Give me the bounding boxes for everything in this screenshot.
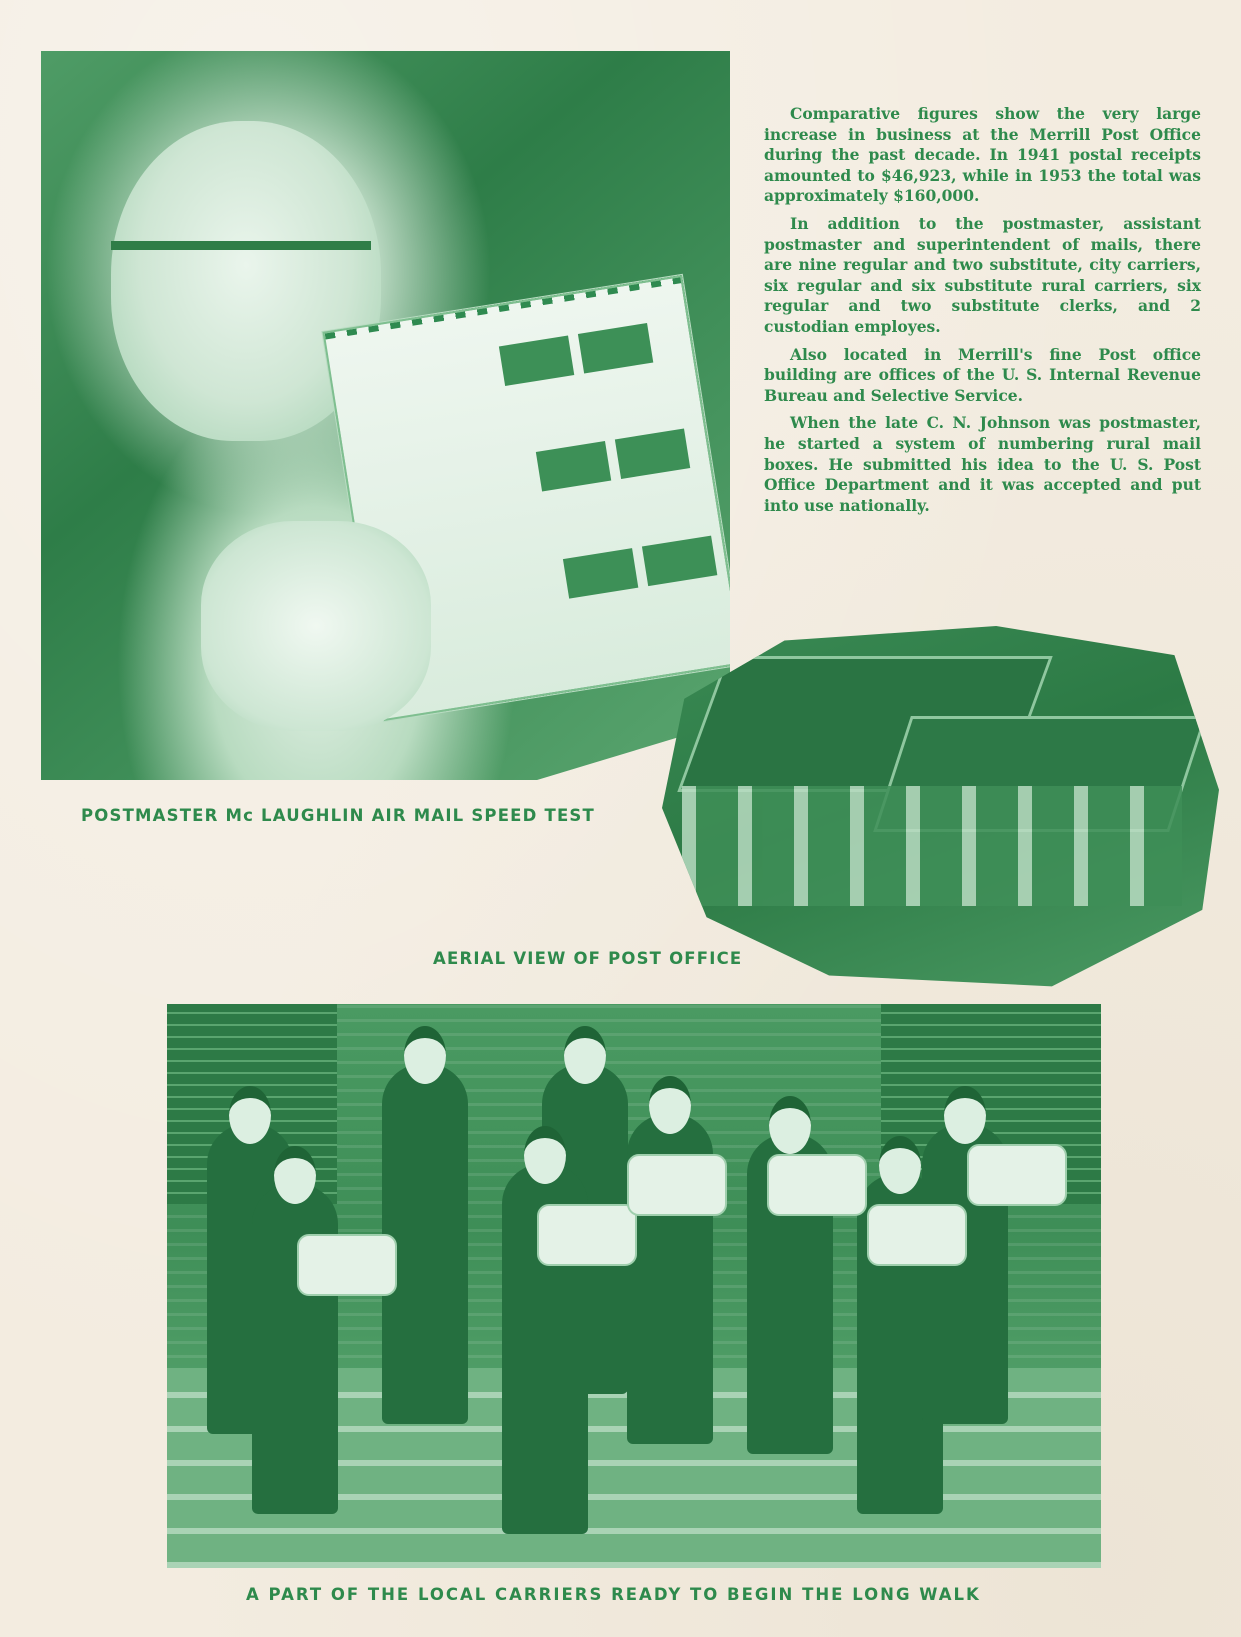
air-mail-stamp [536, 441, 611, 491]
postmaster-hand [201, 521, 431, 731]
aerial-caption: AERIAL VIEW OF POST OFFICE [433, 949, 743, 968]
air-mail-stamp [615, 429, 690, 479]
mail-bundle [537, 1204, 637, 1266]
mail-bundle [627, 1154, 727, 1216]
article-paragraph: Also located in Merrill's fine Post office building are offices of the U. S. Internal Revenue Bureau and Selective Service. [764, 344, 1201, 405]
postmaster-caption: POSTMASTER Mc LAUGHLIN AIR MAIL SPEED TEST [81, 806, 595, 825]
article-paragraph: In addition to the postmaster, assistant postmaster and superintendent of mails, there are nine regular and two substitute, city carriers, six regular and six substitute rural carriers, six regular and two substitute clerks, and 2 custodian employes. [764, 213, 1201, 336]
air-mail-stamp [499, 336, 574, 386]
carriers-caption: A PART OF THE LOCAL CARRIERS READY TO BEGIN THE LONG WALK [246, 1585, 981, 1604]
article-paragraph: Comparative figures show the very large increase in business at the Merrill Post Office during the past decade. In 1941 postal receipts amounted to $46,923, while in 1953 the total was approximately $160,000. [764, 104, 1201, 206]
aerial-post-office-photo [662, 626, 1219, 990]
carriers-photo [167, 1004, 1101, 1568]
mail-bundle [967, 1144, 1067, 1206]
postmaster-glasses [111, 241, 371, 310]
article-paragraph: When the late C. N. Johnson was postmaster, he started a system of numbering rural mail boxes. He submitted his idea to the U. S. Post Office Department and it was accepted and put into use nationally. [764, 413, 1201, 515]
mail-bundle [297, 1234, 397, 1296]
mail-bundle [767, 1154, 867, 1216]
air-mail-stamp [563, 548, 638, 598]
air-mail-stamp [578, 323, 653, 373]
air-mail-stamp [642, 536, 717, 586]
mail-bundle [867, 1204, 967, 1266]
building-facade [682, 786, 1182, 906]
postmaster-photo [41, 51, 730, 780]
article-text [764, 104, 1201, 523]
